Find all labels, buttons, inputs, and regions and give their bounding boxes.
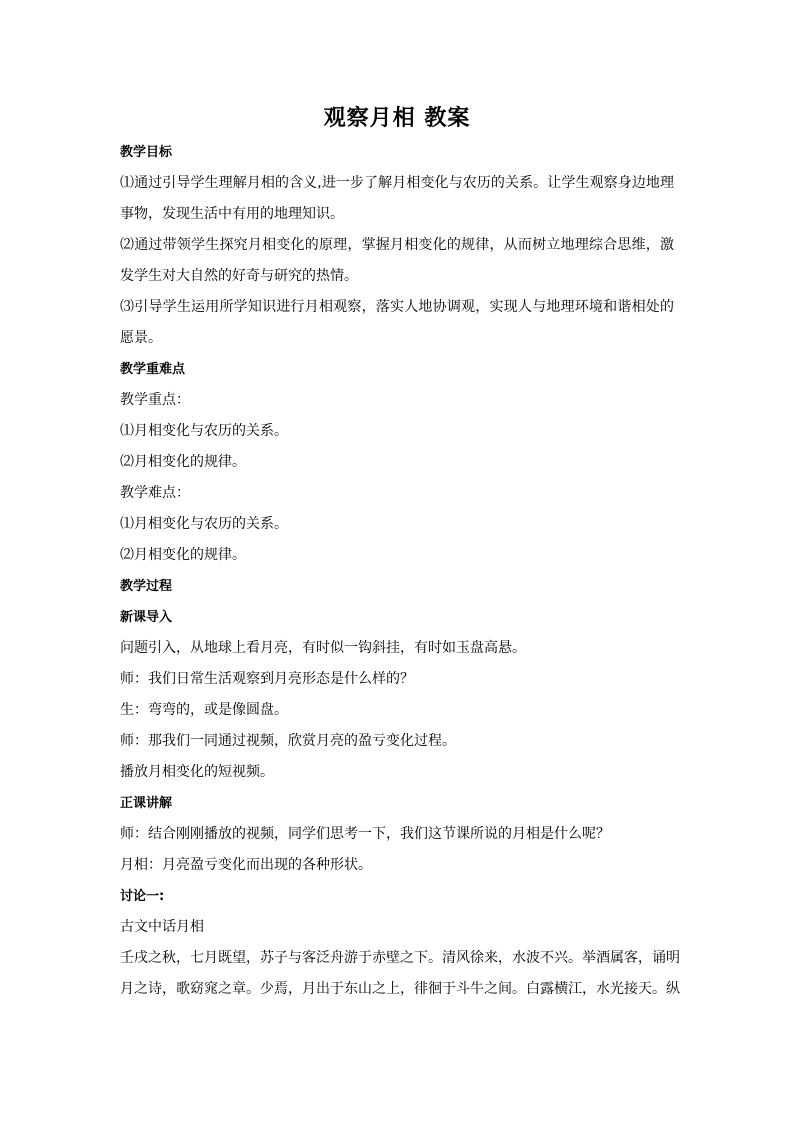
paragraph-line: 播放月相变化的短视频。 xyxy=(120,764,274,780)
paragraph-line: 月之诗，歌窈窕之章。少焉，月出于东山之上，徘徊于斗牛之间。白露横江，水光接天。纵 xyxy=(120,981,680,997)
document-title: 观察月相 教案 xyxy=(323,106,471,131)
section-heading: 正课讲解 xyxy=(120,796,173,811)
paragraph-line: ⑵月相变化的规律。 xyxy=(120,454,246,470)
paragraph-line: ⑵月相变化的规律。 xyxy=(120,547,246,563)
paragraph-line: 教学重点： xyxy=(120,392,190,408)
paragraph-line: ⑴月相变化与农历的关系。 xyxy=(120,516,288,532)
paragraph-line: 愿景。 xyxy=(120,330,162,346)
paragraph-line: ⑵通过带领学生探究月相变化的原理，掌握月相变化的规律，从而树立地理综合思维，激 xyxy=(120,237,674,253)
paragraph-line: 月相：月亮盈亏变化而出现的各种形状。 xyxy=(120,857,372,873)
paragraph-line: 问题引入，从地球上看月亮，有时似一钩斜挂，有时如玉盘高悬。 xyxy=(120,640,526,656)
section-heading: 新课导入 xyxy=(120,610,173,625)
section-heading: 教学重难点 xyxy=(120,362,186,377)
paragraph-line: 师：那我们一同通过视频，欣赏月亮的盈亏变化过程。 xyxy=(120,733,456,749)
paragraph-line: 教学难点： xyxy=(120,485,190,501)
section-heading: 教学过程 xyxy=(120,579,173,594)
paragraph-line: 生：弯弯的，或是像圆盘。 xyxy=(120,702,288,718)
paragraph-line: ⑶引导学生运用所学知识进行月相观察，落实人地协调观，实现人与地理环境和谐相处的 xyxy=(120,299,674,315)
section-heading: 教学目标 xyxy=(120,145,173,160)
paragraph-line: ⑴通过引导学生理解月相的含义,进一步了解月相变化与农历的关系。让学生观察身边地理 xyxy=(120,175,674,191)
paragraph-line: ⑴月相变化与农历的关系。 xyxy=(120,423,288,439)
section-heading: 讨论一: xyxy=(120,889,165,904)
paragraph-line: 师：我们日常生活观察到月亮形态是什么样的？ xyxy=(120,671,414,687)
document-body xyxy=(120,137,680,1005)
paragraph-line: 发学生对大自然的好奇与研究的热情。 xyxy=(120,268,358,284)
paragraph-line: 古文中话月相 xyxy=(120,919,204,935)
paragraph-line: 师：结合刚刚播放的视频，同学们思考一下，我们这节课所说的月相是什么呢？ xyxy=(120,826,610,842)
paragraph-line: 壬戌之秋，七月既望，苏子与客泛舟游于赤壁之下。清风徐来，水波不兴。举酒属客，诵明 xyxy=(120,950,680,966)
paragraph-line: 事物，发现生活中有用的地理知识。 xyxy=(120,206,344,222)
